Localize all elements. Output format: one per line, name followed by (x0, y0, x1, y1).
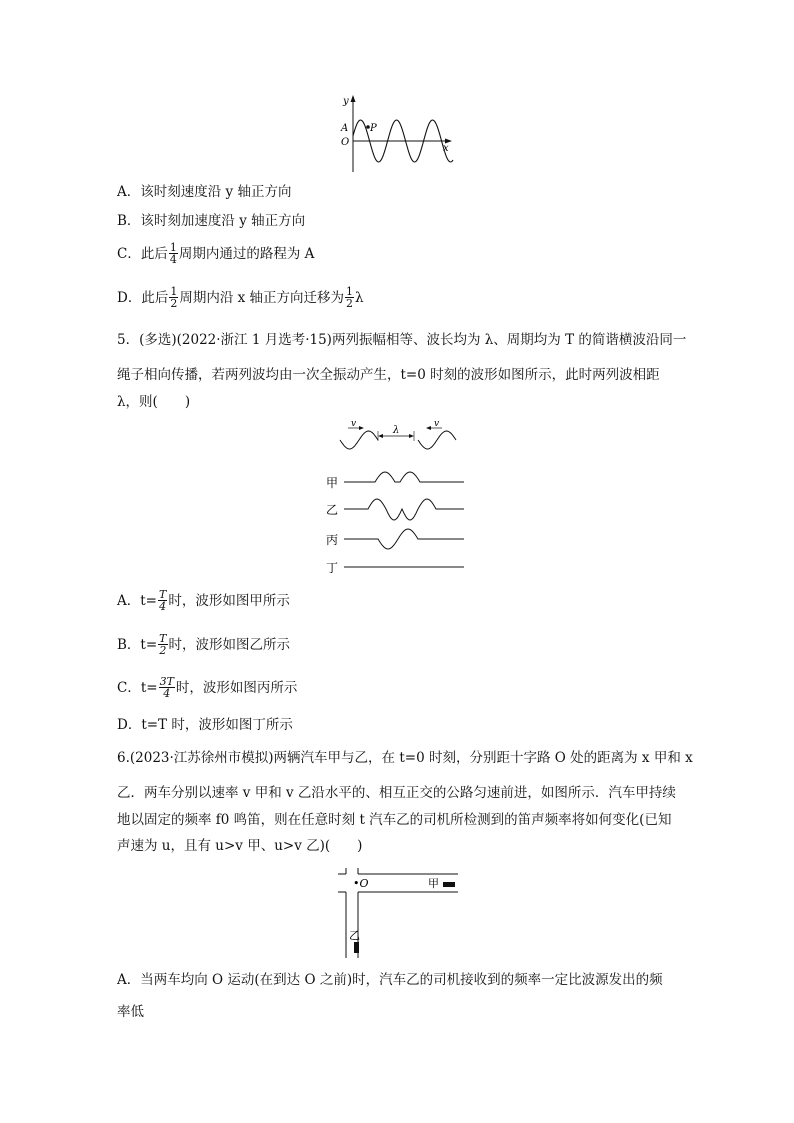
fig1-p: P (370, 123, 377, 134)
q6-option-a-line1: A．当两车均向 O 运动(在到达 O 之前)时，汽车乙的司机接收到的频率一定比波源发出的频 (117, 972, 663, 988)
q5-option-d: D．t=T 时，波形如图丁所示 (117, 717, 293, 733)
wave-yi (344, 499, 464, 520)
q6-stem-line4: 声速为 u，且有 u>v 甲、u>v 乙)( ) (117, 838, 363, 854)
v-label-right: v (434, 419, 440, 429)
car-jia-label: 甲 (428, 877, 439, 890)
q4-option-b: B．该时刻加速度沿 y 轴正方向 (117, 213, 306, 229)
v-label-left: v (351, 419, 357, 429)
label-jia: 甲 (326, 476, 339, 490)
label-yi: 乙 (326, 503, 339, 517)
q4-option-a: A．该时刻速度沿 y 轴正方向 (117, 184, 292, 200)
q4-option-d: D．此后 $\frac{1}{2}$ 周期内沿 x 轴正方向迁移为 $\frac{1}{2}$ λ (117, 285, 364, 310)
wave-figure-1 (335, 92, 460, 174)
car-yi (354, 942, 359, 953)
car-yi-label: 乙 (349, 929, 360, 942)
q6-stem-line3: 地以固定的频率 f0 鸣笛，则在任意时刻 t 汽车乙的司机所检测到的笛声频率将如何变化(已知 (117, 812, 672, 828)
wave-jia (344, 472, 464, 482)
crossroad-figure (338, 868, 463, 960)
wave-bing (344, 529, 464, 549)
q6-option-a-line2: 率低 (117, 1004, 144, 1020)
label-ding: 丁 (326, 561, 339, 575)
fig1-o: O (341, 137, 350, 148)
q4-option-c: C．此后 $\frac{1}{4}$ 周期内通过的路程为 A (117, 241, 315, 266)
q5-stem-line2: 绳子相向传播，若两列波均由一次全振动产生，t=0 时刻的波形如图所示，此时两列波相距 (117, 367, 660, 383)
fig1-x: x (443, 143, 449, 154)
q5-option-c: C．t= $\frac{3T}{4}$ 时，波形如图丙所示 (117, 675, 298, 700)
q6-stem-line1: 6.(2023·江苏徐州市模拟)两辆汽车甲与乙，在 t=0 时刻，分别距十字路 O 处的距离为 x 甲和 x (117, 750, 693, 766)
lambda-label: λ (393, 425, 400, 436)
car-jia (443, 882, 455, 887)
q6-stem-line2: 乙．两车分别以速率 v 甲和 v 乙沿水平的、相互正交的公路匀速前进，如图所示．汽车甲持续 (117, 785, 676, 801)
fig1-a: A (341, 123, 349, 134)
q5-stem-line3: λ，则( ) (117, 394, 191, 410)
point-o: •O (353, 877, 369, 890)
fig1-y: y (343, 96, 349, 107)
q5-stem-line1: 5．(多选)(2022·浙江 1 月选考·15)两列振幅相等、波长均为 λ、周期均为 T 的简谐横波沿同一 (117, 332, 687, 348)
label-bing: 丙 (326, 533, 339, 547)
q5-option-a: A．t= $\frac{T}{4}$ 时，波形如图甲所示 (117, 588, 290, 613)
q5-option-b: B．t= $\frac{T}{2}$ 时，波形如图乙所示 (117, 632, 291, 657)
wave-figure-q5 (320, 418, 470, 578)
